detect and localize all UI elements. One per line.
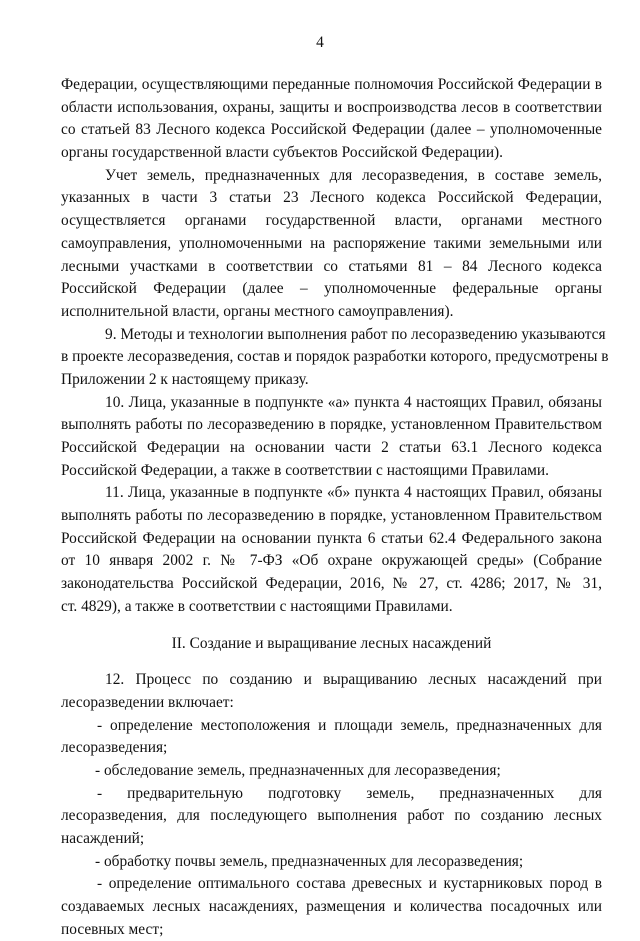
paragraph-line: выполнять работы по лесоразведению в порядке, установленном Правительством [61, 507, 602, 525]
paragraph-line: Российской Федерации, а также в соответствии с настоящими Правилами. [61, 461, 549, 479]
paragraph-line: 12. Процесс по созданию и выращиванию лесных насаждений при [105, 671, 602, 689]
paragraph-line: исполнительной власти, органы местного самоуправления). [61, 302, 454, 320]
paragraph-line: лесными участками в соответствии со статьями 81 – 84 Лесного кодекса [61, 257, 602, 275]
list-item-line: - определение местоположения и площади земель, предназначенных для [97, 716, 602, 734]
page-number: 4 [316, 34, 324, 51]
list-item-line: - обработку почвы земель, предназначенных для лесоразведения; [95, 852, 524, 870]
paragraph-line: Учет земель, предназначенных для лесоразведения, в составе земель, [105, 166, 602, 184]
list-item-line: - определение оптимального состава древесных и кустарниковых пород в [97, 875, 602, 893]
list-item-line: создаваемых лесных насаждениях, размещения и количества посадочных или [61, 898, 602, 916]
paragraph-line: выполнять работы по лесоразведению в порядке, установленном Правительством [61, 416, 602, 434]
list-item-line: лесоразведения, для последующего выполнения работ по созданию лесных [61, 807, 602, 825]
paragraph-line: Российской Федерации на основании пункта 6 статьи 62.4 Федерального закона [61, 529, 602, 547]
paragraph-line: осуществляется органами государственной власти, органами местного [61, 212, 602, 230]
paragraph-line: со статьей 83 Лесного кодекса Российской Федерации (далее – уполномоченные [61, 121, 602, 139]
paragraph-line: от 10 января 2002 г. № 7-ФЗ «Об охране окружающей среды» (Собрание [61, 552, 602, 570]
paragraph-line: Российской Федерации (далее – уполномоченные федеральные органы [61, 280, 602, 298]
spacer [61, 619, 602, 633]
section-heading: II. Создание и выращивание лесных насаждений [171, 634, 492, 652]
paragraph-line: 9. Методы и технологии выполнения работ по лесоразведению указываются [105, 325, 606, 343]
list-item-line: лесоразведения; [61, 739, 168, 757]
paragraph-line: органы государственной власти субъектов Российской Федерации). [61, 144, 504, 162]
paragraph-line: Российской Федерации на основании части 2 статьи 63.1 Лесного кодекса [61, 439, 602, 456]
list-item-line: - предварительную подготовку земель, предназначенных для [97, 784, 602, 802]
spacer [61, 655, 602, 669]
document-body [61, 74, 609, 941]
paragraph-line: законодательства Российской Федерации, 2016, № 27, ст. 4286; 2017, № 31, [61, 575, 602, 593]
paragraph-line: в проекте лесоразведения, состав и порядок разработки которого, предусмотрены в [61, 348, 609, 366]
paragraph-line: области использования, охраны, защиты и воспроизводства лесов в соответствии [61, 98, 602, 116]
paragraph-line: 10. Лица, указанные в подпункте «а» пункта 4 настоящих Правил, обязаны [105, 393, 602, 411]
paragraph-line: 11. Лица, указанные в подпункте «б» пункта 4 настоящих Правил, обязаны [105, 484, 602, 502]
paragraph-line: указанных в части 3 статьи 23 Лесного кодекса Российской Федерации, [61, 189, 602, 207]
paragraph-line: ст. 4829), а также в соответствии с настоящими Правилами. [61, 597, 453, 615]
paragraph-line: самоуправления, уполномоченными на распоряжение такими земельными или [61, 234, 602, 252]
paragraph-line: Приложении 2 к настоящему приказу. [61, 370, 309, 388]
paragraph-line: лесоразведении включает: [61, 693, 234, 711]
list-item-line: насаждений; [61, 830, 145, 847]
list-item-line: посевных мест; [61, 920, 164, 938]
list-item-line: - обследование земель, предназначенных для лесоразведения; [95, 761, 501, 779]
paragraph-line: Федерации, осуществляющими переданные полномочия Российской Федерации в [61, 76, 602, 93]
